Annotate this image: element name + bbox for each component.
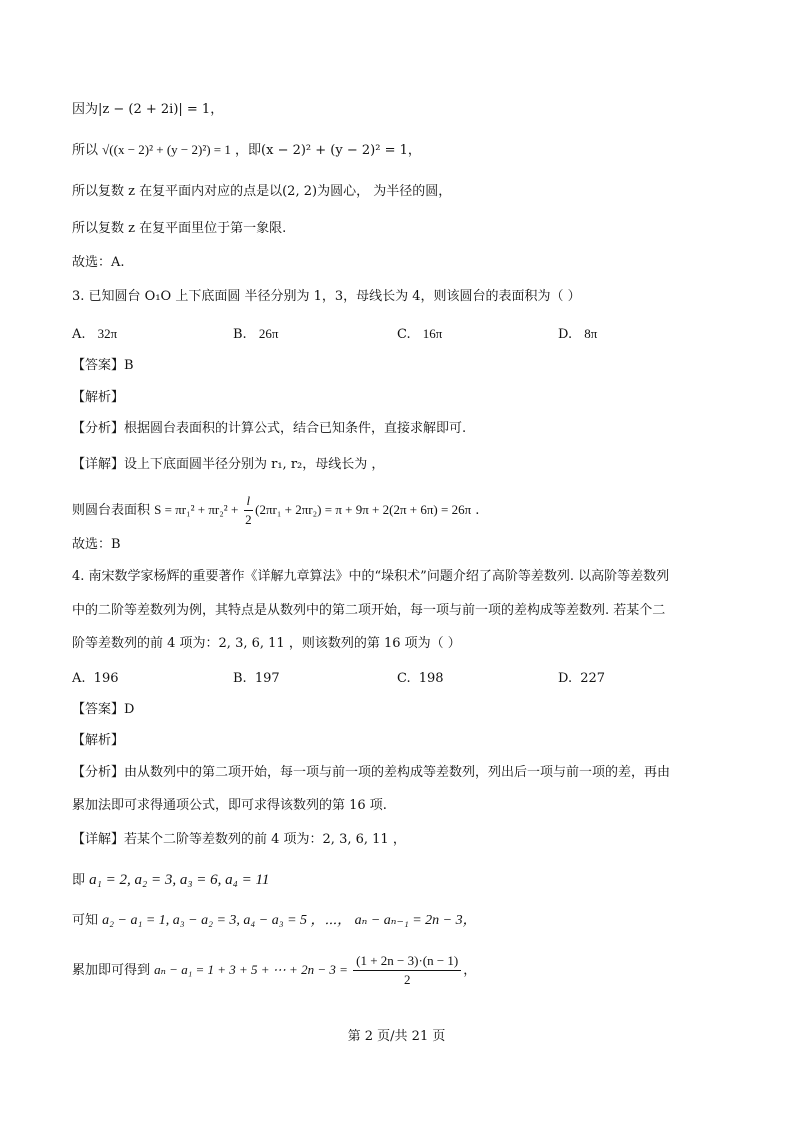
sum-expr: aₙ − a₁ = 1 + 3 + 5 + ⋯ + 2n − 3 = (154, 962, 352, 977)
question-4-stem-line2 (72, 601, 665, 621)
text-line (72, 182, 451, 202)
text-content: 所以复数 z 在复平面里位于第一象限. (72, 221, 287, 236)
q3-analysis (72, 419, 466, 439)
text-prefix: 所以 (72, 143, 99, 158)
stem-text: 中的二阶等差数列为例，其特点是从数列中的第二项开始，每一项与前一项的差构成等差数列. 若某个二 (72, 603, 666, 618)
text-line (72, 140, 421, 161)
page-number: 第 2 页/共 21 页 (347, 1029, 446, 1044)
eq-sqrt: √((x − 2)² + (y − 2)²) = 1 (102, 142, 231, 157)
fraction-numerator: l (244, 492, 254, 511)
text-prefix: 即 (72, 873, 86, 888)
detail-text: 【详解】若某个二阶等差数列的前 4 项为：2, 3, 6, 11 ， (72, 832, 406, 847)
heading-text: 【解析】 (72, 733, 125, 748)
analysis-text: 【分析】由从数列中的第二项开始，每一项与前一项的差构成等差数列，列出后一项与前一项的差，再由 (72, 765, 671, 780)
option-value: 197 (254, 671, 280, 686)
text-prefix: 可知 (72, 913, 99, 928)
q4-differences (72, 911, 477, 931)
q3-option-b (233, 324, 278, 345)
analysis-text: 【分析】根据圆台表面积的计算公式，结合已知条件，直接求解即可. (72, 421, 467, 436)
option-value: 227 (580, 671, 606, 686)
stem-text: 4. 南宋数学家杨辉的重要著作《详解九章算法》中的“垛积术”问题介绍了高阶等差数列. 以高阶等差数列 (72, 569, 670, 584)
q3-option-a (72, 324, 117, 345)
option-value: 16π (422, 326, 443, 341)
question-4-stem-line1 (72, 567, 669, 587)
answer-text: 【答案】B (72, 358, 134, 373)
option-value: 32π (97, 326, 118, 341)
answer-text: 【答案】D (72, 702, 135, 717)
option-label: A. (72, 671, 86, 686)
q3-formula (72, 490, 479, 531)
heading-text: 【解析】 (72, 390, 125, 405)
stem-text: 3. 已知圆台 O₁O 上下底面圆 半径分别为 1，3，母线长为 4，则该圆台的表面积为（ ） (72, 289, 581, 304)
q4-option-a (72, 669, 119, 689)
select-text: 故选：B (72, 537, 121, 552)
text-content: 所以复数 z 在复平面内对应的点是以(2, 2)为圆心， 为半径的圆， (72, 184, 452, 199)
option-label: C. (397, 671, 411, 686)
formula-part: (2πr₁ + 2πr₂) = π + 9π + 2(2π + 6π) = 26π (255, 502, 472, 517)
q4-terms (72, 870, 269, 891)
stem-text: 阶等差数列的前 4 项为：2, 3, 6, 11 ，则该数列的第 16 项为（ ） (72, 636, 461, 651)
fraction-denominator: 2 (403, 972, 411, 987)
text-line (72, 100, 223, 120)
q4-option-c (397, 669, 444, 689)
q3-answer (72, 356, 134, 376)
terms-expr: a₁ = 2, a₂ = 3, a₃ = 6, a₄ = 11 (89, 872, 270, 888)
eq-abs-z: 因为|z − (2 + 2i)| = 1， (72, 102, 224, 117)
fraction-sum (353, 952, 461, 989)
q4-option-d (558, 669, 605, 689)
sum-end: ， (463, 963, 477, 978)
fraction-l-over-2 (244, 492, 254, 529)
q4-sum (72, 950, 476, 991)
option-value: 198 (418, 671, 444, 686)
option-label: B. (233, 671, 247, 686)
q3-jiexi-heading (72, 388, 124, 408)
q4-jiexi-heading (72, 731, 124, 751)
q4-answer (72, 700, 134, 720)
q3-select (72, 535, 121, 555)
select-line: 故选：A. (72, 255, 125, 270)
formula-part: S = πr₁² + πr₂² + (154, 502, 242, 517)
option-value: 8π (584, 326, 598, 341)
option-label: D. (558, 671, 573, 686)
option-value: 196 (93, 671, 119, 686)
formula-end: . (475, 503, 480, 518)
fraction-numerator: (1 + 2n − 3)·(n − 1) (353, 952, 461, 971)
q4-analysis-line2 (72, 796, 387, 816)
q3-detail (72, 455, 384, 475)
eq-circle: ，即(x − 2)² + (y − 2)² = 1， (235, 143, 421, 158)
option-label: A. (72, 327, 86, 342)
text-line (72, 253, 125, 273)
option-label: D. (558, 327, 573, 342)
option-value: 26π (258, 326, 279, 341)
page-footer (0, 1025, 793, 1044)
q4-option-b (233, 669, 280, 689)
text-line (72, 219, 286, 239)
text-prefix: 累加即可得到 (72, 963, 151, 978)
formula-prefix: 则圆台表面积 (72, 503, 151, 518)
question-3-stem (72, 287, 581, 307)
q4-detail (72, 830, 406, 850)
fraction-denominator: 2 (245, 512, 252, 527)
detail-text: 【详解】设上下底面圆半径分别为 r₁, r₂，母线长为 ， (72, 457, 385, 472)
question-4-stem-line3 (72, 634, 461, 654)
differences-expr: a₂ − a₁ = 1, a₃ − a₂ = 3, a₄ − a₃ = 5 ，⋯， aₙ − aₙ₋₁ = 2n − 3， (102, 913, 477, 928)
q3-option-d (558, 324, 597, 345)
analysis-text: 累加法即可求得通项公式，即可求得该数列的第 16 项. (72, 798, 387, 813)
option-label: C. (397, 327, 411, 342)
option-label: B. (233, 327, 247, 342)
q4-analysis-line1 (72, 763, 670, 783)
q3-option-c (397, 324, 442, 345)
